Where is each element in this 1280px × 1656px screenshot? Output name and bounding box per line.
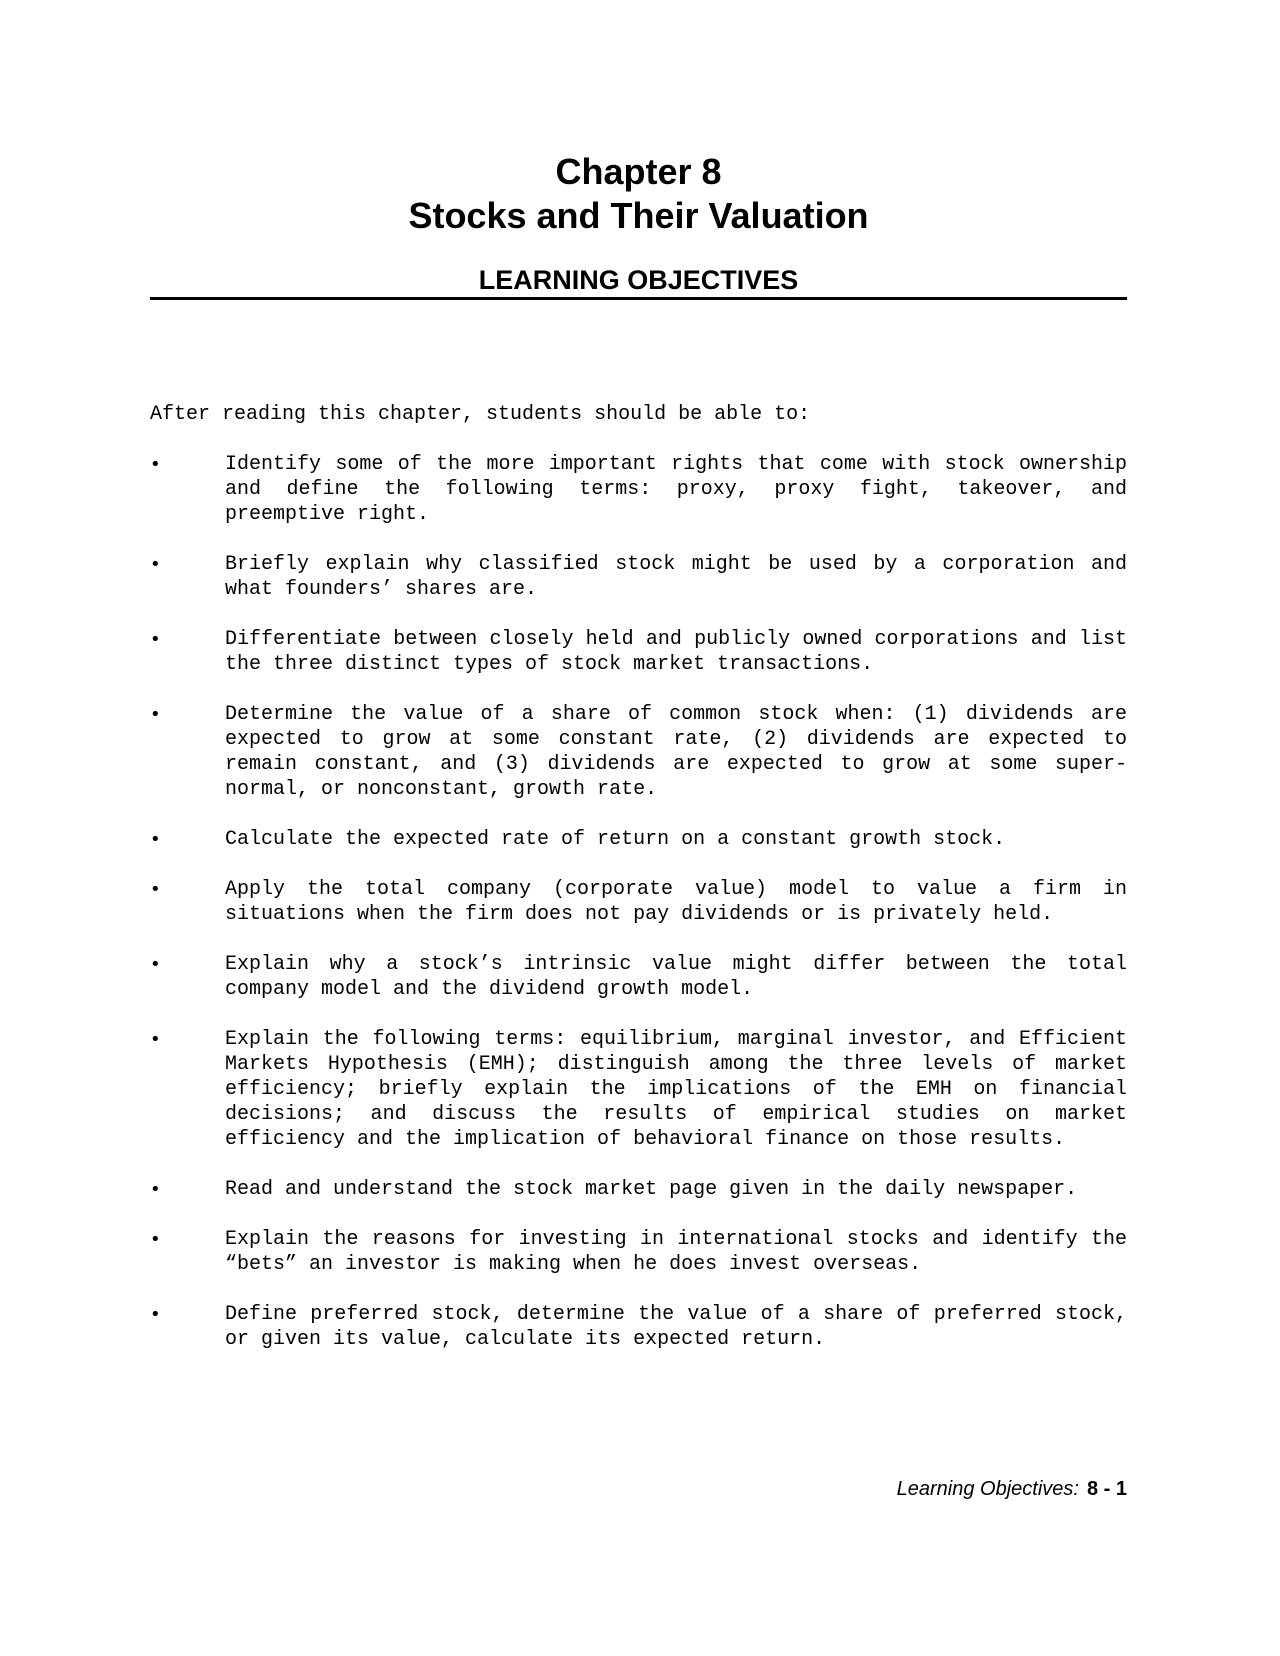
chapter-number: Chapter 8	[555, 151, 722, 192]
bullet-icon: •	[150, 554, 161, 575]
list-item	[150, 452, 1127, 527]
chapter-header	[150, 150, 1127, 296]
objective-text: Apply the total company (corporate value) model to value a firm in situations when the firm does not pay dividends or is privately held.	[225, 878, 1127, 926]
objective-text: Briefly explain why classified stock might be used by a corporation and what founders’ shares are.	[225, 553, 1127, 601]
list-item	[150, 1302, 1127, 1352]
list-item	[150, 627, 1127, 677]
bullet-icon: •	[150, 1304, 161, 1325]
page-number: 8 - 1	[1086, 1478, 1127, 1500]
intro-text: After reading this chapter, students should be able to:	[150, 403, 811, 426]
list-item	[150, 1027, 1127, 1152]
bullet-icon: •	[150, 1229, 161, 1250]
objective-text: Calculate the expected rate of return on a constant growth stock.	[225, 828, 1006, 851]
bullet-icon: •	[150, 629, 161, 650]
bullet-icon: •	[150, 454, 161, 475]
page-footer	[600, 1477, 1127, 1501]
footer-label: Learning Objectives:	[896, 1478, 1079, 1500]
list-item	[150, 877, 1127, 927]
list-item	[150, 952, 1127, 1002]
list-item	[150, 702, 1127, 802]
objective-text: Explain why a stock’s intrinsic value might differ between the total company model and the dividend growth model.	[225, 953, 1127, 1001]
bullet-icon: •	[150, 954, 161, 975]
objective-text: Determine the value of a share of common stock when: (1) dividends are expected to grow at some constant rate, (2) dividends are expected to remain constant, and (3) dividends are expected to grow at some super-normal, or nonconstant, growth rate.	[225, 703, 1127, 801]
list-item	[150, 827, 1127, 852]
objective-text: Explain the reasons for investing in international stocks and identify the “bets” an investor is making when he does invest overseas.	[225, 1228, 1127, 1276]
list-item	[150, 552, 1127, 602]
bullet-icon: •	[150, 879, 161, 900]
heading-rule	[150, 297, 1127, 300]
bullet-icon: •	[150, 1179, 161, 1200]
bullet-icon: •	[150, 704, 161, 725]
objective-text: Identify some of the more important rights that come with stock ownership and define the following terms: proxy, proxy fight, takeover, and preemptive right.	[225, 453, 1127, 526]
objective-text: Define preferred stock, determine the value of a share of preferred stock, or given its value, calculate its expected return.	[225, 1303, 1127, 1351]
chapter-title: Stocks and Their Valuation	[408, 195, 869, 236]
objective-text: Explain the following terms: equilibrium, marginal investor, and Efficient Markets Hypothesis (EMH); distinguish among the three levels of market efficiency; briefly explain the implications of the EMH on financial decisions; and discuss the results of empirical studies on market efficiency and the implication of behavioral finance on those results.	[225, 1028, 1127, 1151]
objective-text: Read and understand the stock market page given in the daily newspaper.	[225, 1178, 1078, 1201]
bullet-icon: •	[150, 829, 161, 850]
list-item	[150, 1227, 1127, 1277]
bullet-icon: •	[150, 1029, 161, 1050]
objective-text: Differentiate between closely held and publicly owned corporations and list the three distinct types of stock market transactions.	[225, 628, 1127, 676]
section-heading: LEARNING OBJECTIVES	[478, 265, 799, 295]
objectives-list	[150, 452, 1127, 1377]
list-item	[150, 1177, 1127, 1202]
